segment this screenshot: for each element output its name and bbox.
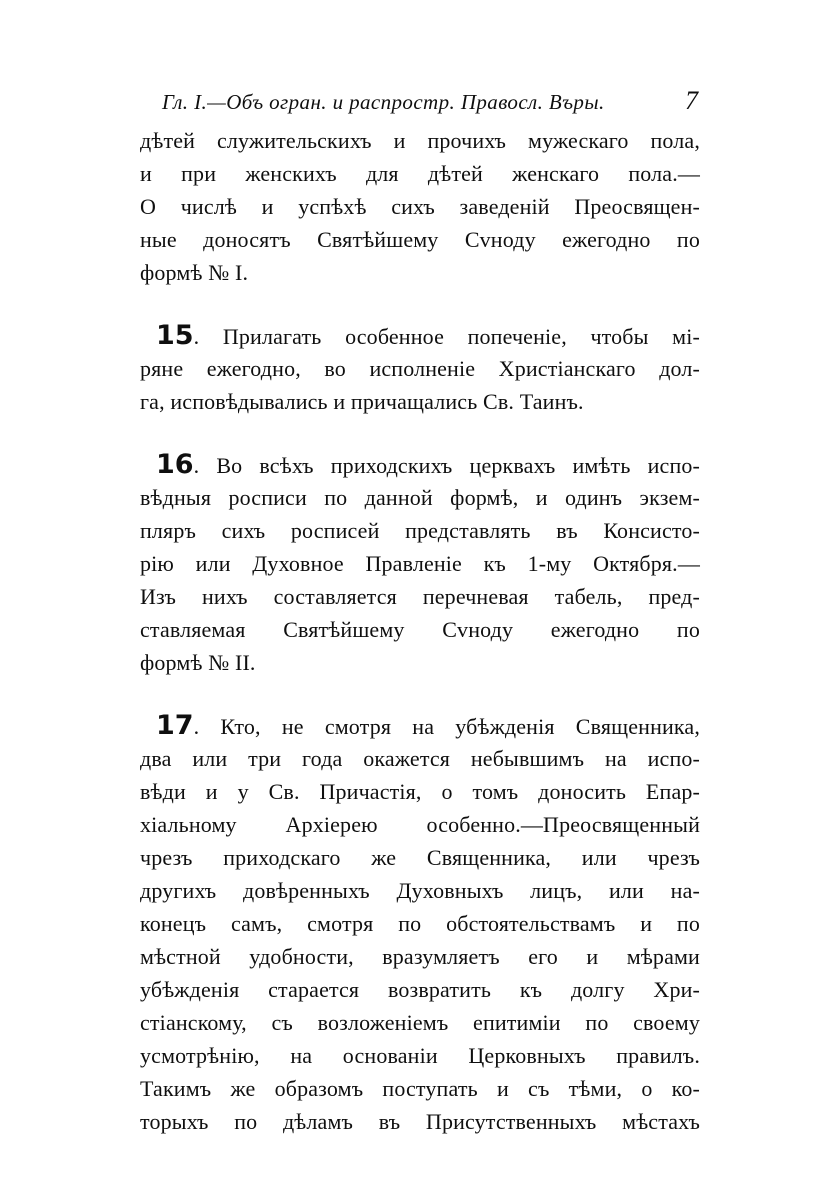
text-line: торыхъ по дѣламъ въ Присутственныхъ мѣстахъ <box>140 1109 700 1134</box>
text-line: ставляемая Святѣйшему Сvноду ежегодно по <box>140 617 700 642</box>
section-number: 17 <box>156 710 194 741</box>
text-line: другихъ довѣренныхъ Духовныхъ лицъ, или на- <box>140 878 700 903</box>
text-line: вѣди и у Св. Причастія, о томъ доносить Епар- <box>140 779 700 804</box>
section-number: 15 <box>156 320 194 351</box>
paragraph-spacer <box>140 418 700 448</box>
text-line <box>140 319 700 352</box>
paragraph-16 <box>140 448 700 679</box>
running-head <box>140 84 700 124</box>
running-head-title: Гл. I.—Объ огран. и распростр. Правосл. Въры. <box>162 90 605 114</box>
text-line: усмотрѣнію, на основаніи Церковныхъ правилъ. <box>140 1043 700 1068</box>
text-line: ряне ежегодно, во исполненіе Христіанскаго дол- <box>140 356 700 381</box>
text-line: дѣтей служительскихъ и прочихъ мужескаго пола, <box>140 128 700 153</box>
text-line: О числѣ и успѣхѣ сихъ заведеній Преосвящен- <box>140 194 700 219</box>
paragraph-spacer <box>140 289 700 319</box>
text-line: пляръ сихъ росписей представлять въ Консисто- <box>140 518 700 543</box>
text-line: стіанскому, съ возложеніемъ епитиміи по своему <box>140 1010 700 1035</box>
paragraph-continuation <box>140 124 700 289</box>
text-line: убѣжденія старается возвратить къ долгу Хри- <box>140 977 700 1002</box>
text-line: га, исповѣдывались и причащались Св. Таинъ. <box>140 389 584 414</box>
text-line: вѣдныя росписи по данной формѣ, и одинъ экзем- <box>140 485 700 510</box>
page-number: 7 <box>685 86 698 115</box>
text-line: и при женскихъ для дѣтей женскаго пола.— <box>140 161 700 186</box>
text-line: формѣ № I. <box>140 260 249 285</box>
text-line-content: . Во всѣхъ приходскихъ церквахъ имѣть испо- <box>193 453 700 478</box>
text-line: формѣ № II. <box>140 650 256 675</box>
text-line: Изъ нихъ составляется перечневая табель, пред- <box>140 584 700 609</box>
paragraph-17 <box>140 709 700 1138</box>
text-line <box>140 448 700 481</box>
text-line-content: . Прилагать особенное попеченіе, чтобы мі- <box>193 324 700 349</box>
text-line <box>140 709 700 742</box>
text-line: два или три года окажется небывшимъ на испо- <box>140 746 700 771</box>
text-line: конецъ самъ, смотря по обстоятельствамъ и по <box>140 911 700 936</box>
text-line: рію или Духовное Правленіе къ 1-му Октября.— <box>140 551 700 576</box>
text-line: мѣстной удобности, вразумляетъ его и мѣрами <box>140 944 700 969</box>
paragraph-15 <box>140 319 700 418</box>
text-line: Такимъ же образомъ поступать и съ тѣми, о ко- <box>140 1076 700 1101</box>
book-page <box>140 84 700 1138</box>
section-number: 16 <box>156 449 194 480</box>
paragraph-spacer <box>140 679 700 709</box>
text-line: ные доносятъ Святѣйшему Сvноду ежегодно по <box>140 227 700 252</box>
text-line-content: . Кто, не смотря на убѣжденія Священника, <box>193 714 700 739</box>
text-line: хіальному Архіерею особенно.—Преосвященный <box>140 812 700 837</box>
text-line: чрезъ приходскаго же Священника, или чрезъ <box>140 845 700 870</box>
